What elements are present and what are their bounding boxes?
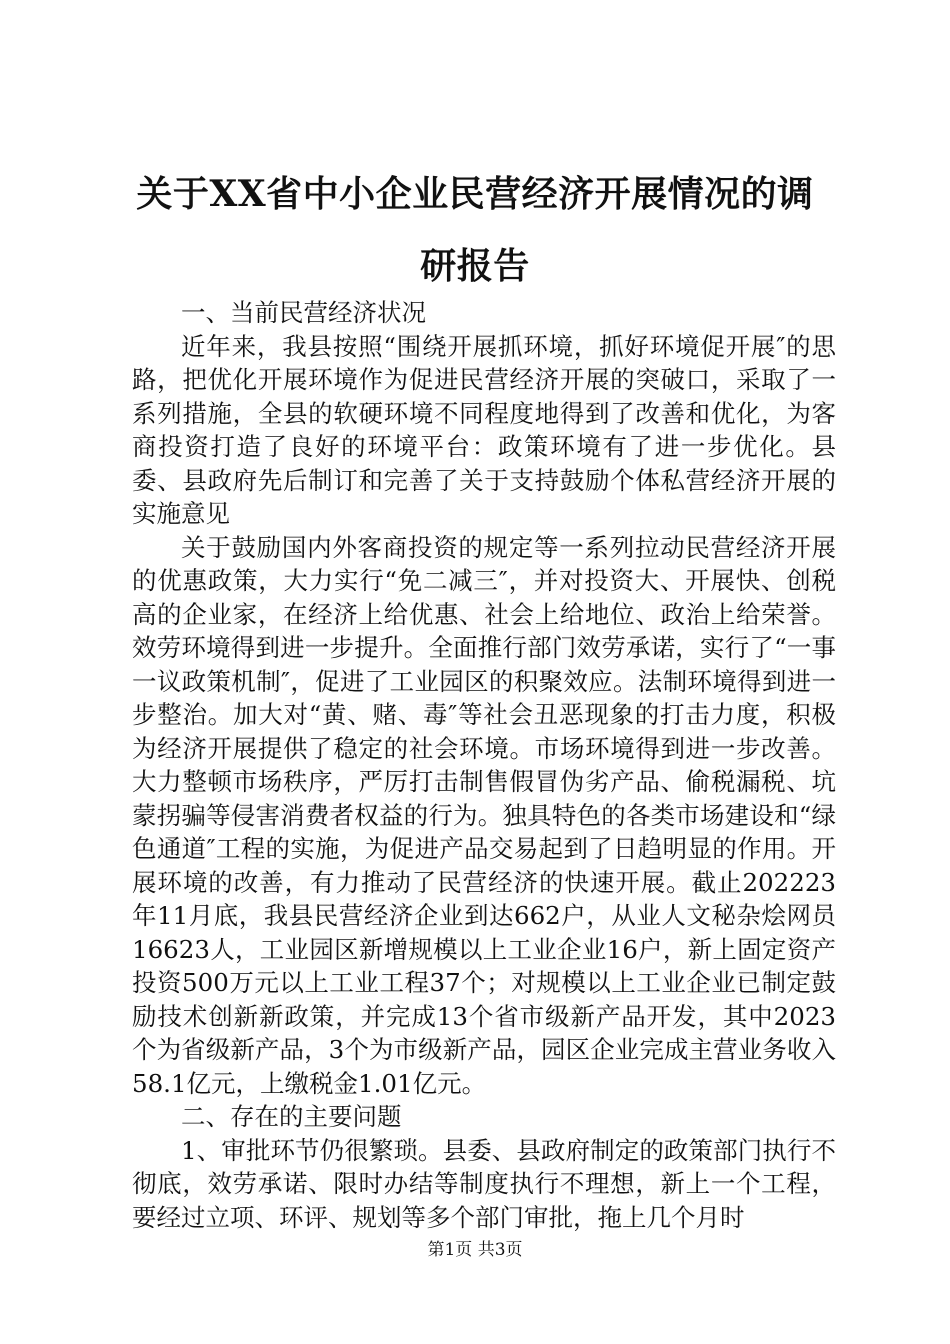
paragraph: 近年来，我县按照“围绕开展抓环境，抓好环境促开展″的思路，把优化开展环境作为促进民营经济开展的突破口，采取了一系列措施，全县的软硬环境不同程度地得到了改善和优化，为客商投资打造了良好的环境平台：政策环境有了进一步优化。县委、县政府先后制订和完善了关于支持鼓励个体私营经济开展的实施意见 [132, 331, 836, 528]
document-body [132, 296, 836, 1234]
section-heading: 一、当前民营经济状况 [181, 298, 426, 327]
paragraph: 1、审批环节仍很繁琐。县委、县政府制定的政策部门执行不彻底，效劳承诺、限时办结等制度执行不理想，新上一个工程，要经过立项、环评、规划等多个部门审批，拖上几个月时 [132, 1135, 836, 1232]
paragraph: 关于鼓励国内外客商投资的规定等一系列拉动民营经济开展的优惠政策，大力实行“免二减三″，并对投资大、开展快、创税高的企业家，在经济上给优惠、社会上给地位、政治上给荣誉。效劳环境得到进一步提升。全面推行部门效劳承诺，实行了“一事一议政策机制″，促进了工业园区的积聚效应。法制环境得到进一步整治。加大对“黄、赌、毒″等社会丑恶现象的打击力度，积极为经济开展提供了稳定的社会环境。市场环境得到进一步改善。大力整顿市场秩序，严厉打击制售假冒伪劣产品、偷税漏税、坑蒙拐骗等侵害消费者权益的行为。独具特色的各类市场建设和“绿色通道″工程的实施，为促进产品交易起到了日趋明显的作用。开展环境的改善，有力推动了民营经济的快速开展。截止202223年11月底，我县民营经济企业到达662户，从业人文秘杂烩网员16623人，工业园区新增规模以上工业企业16户，新上固定资产投资500万元以上工业工程37个；对规模以上工业企业已制定鼓励技术创新新政策，并完成13个省市级新产品开发，其中2023个为省级新产品，3个为市级新产品，园区企业完成主营业务收入58.1亿元，上缴税金1.01亿元。 [132, 532, 836, 1098]
document-title: 关于XX省中小企业民营经济开展情况的调研报告 [136, 173, 814, 287]
section-heading: 二、存在的主要问题 [181, 1102, 402, 1131]
page-number-footer: 第1页 共3页 [427, 1240, 523, 1260]
